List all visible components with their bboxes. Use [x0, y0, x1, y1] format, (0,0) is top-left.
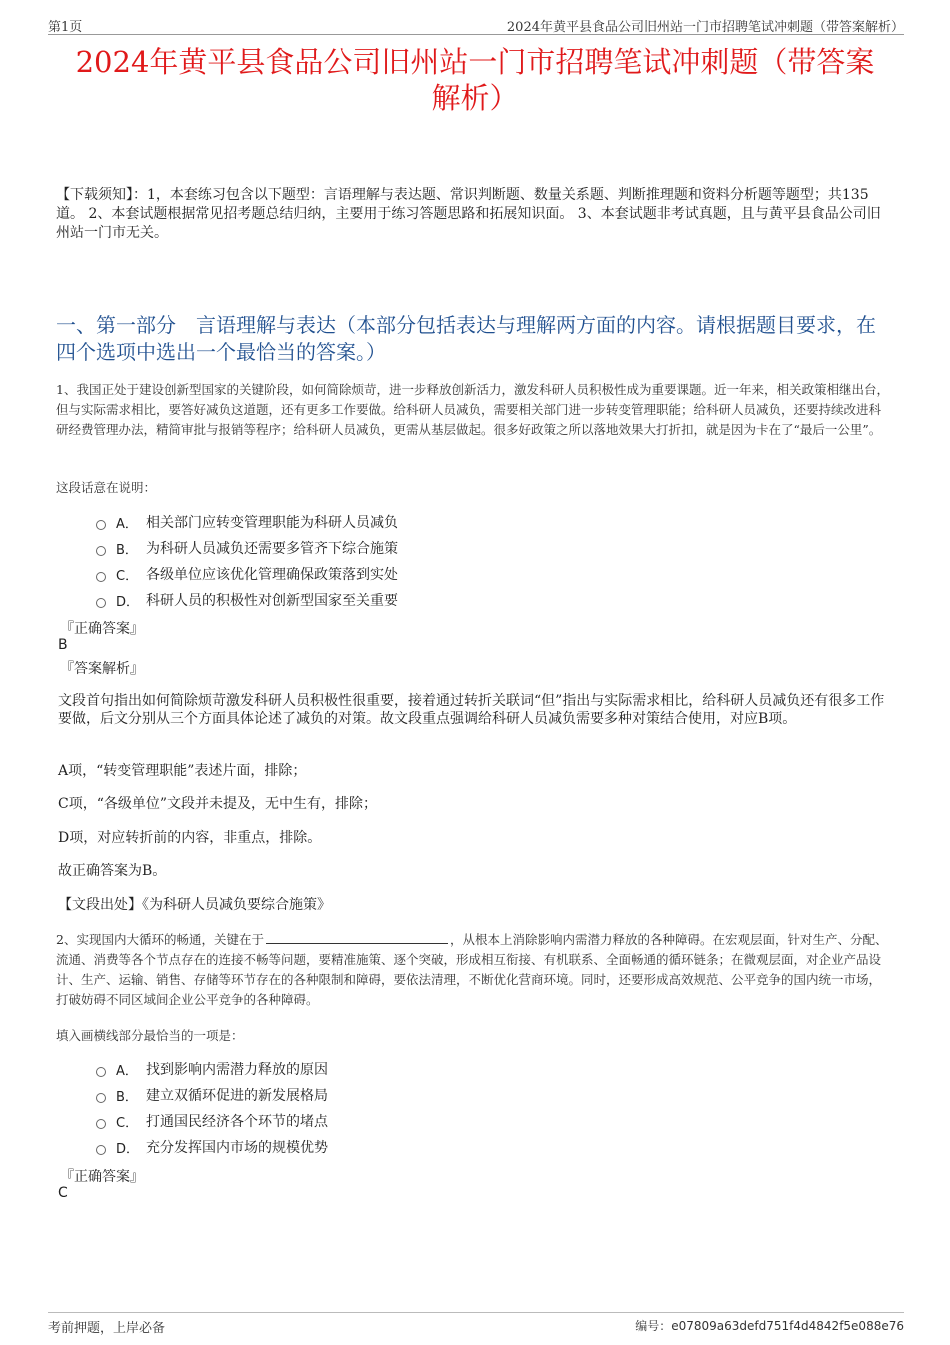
question-1-prompt: 这段话意在说明：	[56, 480, 157, 495]
option-text: 找到影响内需潜力释放的原因	[146, 1062, 328, 1078]
option-b[interactable]	[96, 1082, 328, 1108]
option-text: 各级单位应该优化管理确保政策落到实处	[146, 567, 398, 583]
header-doc-title: 2024年黄平县食品公司旧州站一门市招聘笔试冲刺题（带答案解析）	[506, 20, 904, 35]
page-number: 第1页	[48, 20, 83, 35]
page-footer	[48, 1312, 904, 1335]
radio-icon[interactable]	[96, 1067, 106, 1077]
analysis-option-a: A项，“转变管理职能”表述片面，排除；	[58, 763, 307, 779]
question-1-options	[96, 509, 398, 613]
footer-slogan: 考前押题，上岸必备	[48, 1321, 166, 1336]
radio-icon[interactable]	[96, 546, 106, 556]
question-2-text	[56, 930, 892, 1010]
analysis-source: 【文段出处】《为科研人员减负要综合施策》	[58, 897, 331, 913]
option-letter: A．	[116, 516, 138, 532]
option-text: 充分发挥国内市场的规模优势	[146, 1140, 328, 1156]
option-text: 相关部门应转变管理职能为科研人员减负	[146, 515, 398, 531]
title-line-1: 2024年黄平县食品公司旧州站一门市招聘笔试冲刺题（带答案	[75, 45, 875, 79]
option-letter: C．	[116, 1115, 139, 1131]
option-c[interactable]	[96, 561, 398, 587]
option-letter: D．	[116, 594, 140, 610]
question-2-text-before: 2、实现国内大循环的畅通，关键在于	[56, 932, 264, 947]
document-title	[40, 44, 910, 116]
option-text: 打通国民经济各个环节的堵点	[146, 1114, 328, 1130]
answer-label: 『正确答案』	[60, 621, 144, 637]
option-d[interactable]	[96, 587, 398, 613]
footer-doc-id: 编号：e07809a63defd751f4d4842f5e088e76	[635, 1319, 904, 1333]
option-text: 为科研人员减负还需要多管齐下综合施策	[146, 541, 398, 557]
option-letter: A．	[116, 1063, 138, 1079]
title-line-2: 解析）	[431, 81, 519, 115]
answer-value: B	[58, 637, 68, 653]
analysis-option-c: C项，“各级单位”文段并未提及，无中生有，排除；	[58, 796, 378, 812]
question-2-options	[96, 1056, 328, 1160]
question-2-prompt: 填入画横线部分最恰当的一项是：	[56, 1028, 244, 1043]
page-header	[48, 14, 904, 35]
answer-label: 『正确答案』	[60, 1169, 144, 1185]
option-a[interactable]	[96, 509, 398, 535]
question-1-text: 1、我国正处于建设创新型国家的关键阶段，如何简除烦苛，进一步释放创新活力，激发科研人员积极性成为重要课题。近一年来，相关政策相继出台，但与实际需求相比，要答好减负这道题，还有更多工作要做。给科研人员减负，需要相关部门进一步转变管理职能；给科研人员减负，还要持续改进科研经费管理办法，精简审批与报销等程序；给科研人员减负，更需从基层做起。很多好政策之所以落地效果大打折扣，就是因为卡在了“最后一公里”。	[56, 382, 889, 437]
radio-icon[interactable]	[96, 1119, 106, 1129]
analysis-label: 『答案解析』	[60, 661, 144, 677]
option-text: 科研人员的积极性对创新型国家至关重要	[146, 593, 398, 609]
option-c[interactable]	[96, 1108, 328, 1134]
analysis-conclusion: 故正确答案为B。	[58, 863, 167, 879]
download-notice: 【下载须知】：1，本套练习包含以下题型：言语理解与表达题、常识判断题、数量关系题、判断推理题和资料分析题等题型；共135道。 2、本套试题根据常见招考题总结归纳，主要用于练习答题思路和拓展知识面。 3、本套试题非考试真题，且与黄平县食品公司旧州站一门市无关。	[56, 187, 881, 241]
section-title: 一、第一部分 言语理解与表达（本部分包括表达与理解两方面的内容。请根据题目要求，在四个选项中选出一个最恰当的答案。）	[56, 313, 876, 364]
option-letter: B．	[116, 542, 138, 558]
radio-icon[interactable]	[96, 520, 106, 530]
option-letter: D．	[116, 1141, 140, 1157]
answer-value: C	[58, 1185, 68, 1201]
analysis-main: 文段首句指出如何简除烦苛激发科研人员积极性很重要，接着通过转折关联词“但”指出与实际需求相比，给科研人员减负还有很多工作要做，后文分别从三个方面具体论述了减负的对策。故文段重点强调给科研人员减负需要多种对策结合使用，对应B项。	[58, 693, 885, 727]
analysis-option-d: D项，对应转折前的内容，非重点，排除。	[58, 830, 322, 846]
option-a[interactable]	[96, 1056, 328, 1082]
radio-icon[interactable]	[96, 572, 106, 582]
radio-icon[interactable]	[96, 598, 106, 608]
question-2-text-after: ，从根本上消除影响内需潜力释放的各种障碍。在宏观层面，针对生产、分配、流通、消费等各个节点存在的连接不畅等问题，要精准施策、逐个突破，形成相互衔接、有机联系、全面畅通的循环链条；在微观层面，对企业产品设计、生产、运输、销售、存储等环节存在的各种限制和障碍，要依法清理，不断优化营商环境。同时，还要形成高效规范、公平竞争的国内统一市场，打破妨碍不同区域间企业公平竞争的各种障碍。	[56, 932, 888, 1007]
option-letter: B．	[116, 1089, 138, 1105]
option-d[interactable]	[96, 1134, 328, 1160]
option-text: 建立双循环促进的新发展格局	[146, 1088, 328, 1104]
option-b[interactable]	[96, 535, 398, 561]
radio-icon[interactable]	[96, 1145, 106, 1155]
option-letter: C．	[116, 568, 139, 584]
radio-icon[interactable]	[96, 1093, 106, 1103]
fill-blank	[266, 931, 448, 944]
